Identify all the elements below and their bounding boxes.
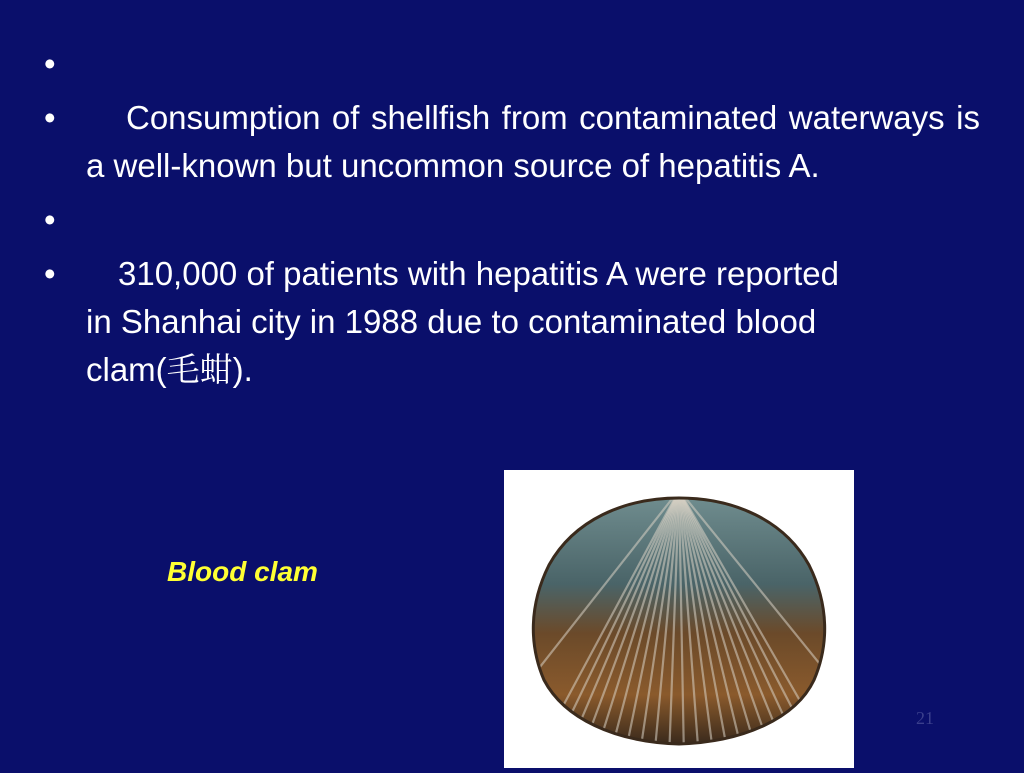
bullet-marker: • xyxy=(44,255,56,292)
bullet-empty-1 xyxy=(44,40,980,90)
bullet-shellfish xyxy=(44,94,980,190)
bullet-marker: • xyxy=(44,45,56,82)
page-number: 21 xyxy=(916,708,934,728)
bullet-text: 310,000 of patients with hepatitis A were reported in Shanhai city in 1988 due to contaminated blood clam(毛蚶). xyxy=(86,255,839,388)
bullet-marker: • xyxy=(44,99,56,136)
bullet-marker: • xyxy=(44,201,56,238)
bullet-shanghai-outbreak xyxy=(44,250,846,394)
image-caption: Blood clam xyxy=(167,556,318,587)
blood-clam-image xyxy=(504,470,854,768)
bullet-text: Consumption of shellfish from contaminated waterways is a well-known but uncommon source of hepatitis A. xyxy=(86,99,980,184)
bullet-list xyxy=(44,40,980,394)
bullet-empty-2 xyxy=(44,196,980,246)
